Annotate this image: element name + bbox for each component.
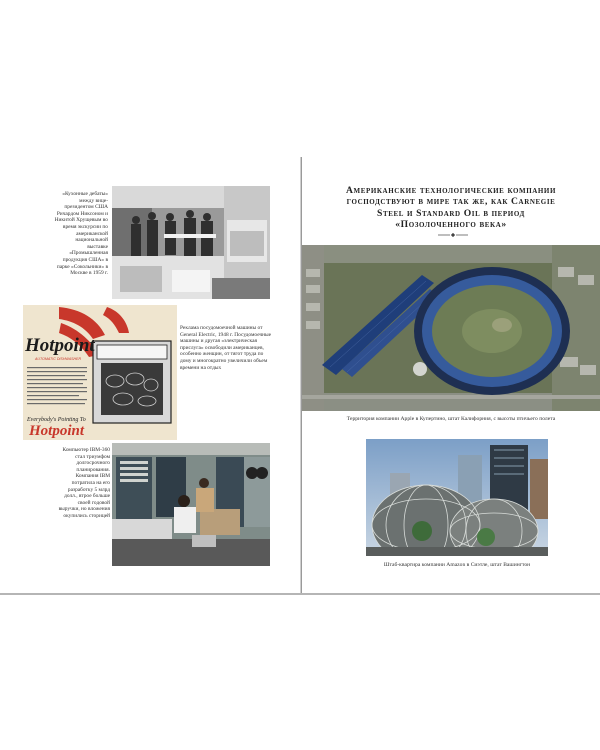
spread-bottom-edge [0, 593, 600, 595]
apple-park-aerial-photo [302, 245, 600, 411]
ibm-360-photo [112, 443, 270, 566]
hotpoint-tagline-text: Everybody's Pointing To [27, 417, 86, 423]
book-spread [0, 157, 600, 593]
ibm-caption: Компьютер IBM-360 стал триумфом долгосрочного планирования. Компания IBM потратила на его разработку 5 млрд долл., втрое больше своей годовой выручки, но вложения окупились сторицей [58, 447, 110, 519]
kitchen-debate-caption: «Кухонные дебаты» между вице-президентом США Ричардом Никсоном и Никитой Хрущевым во время экскурсии по американской национальной выставке «Промышленная продукция США» в парке «Сокольники» в Москве в 1959 г. [54, 191, 108, 277]
hotpoint-caption: Реклама посудомоечной машины от General Electric, 1948 г. Посудомоечные машины и другая «электрическая прислуга» освободили американцев, особенно женщин, от тягот труда по дому и многократно увеличили объем времени на отдых [180, 325, 272, 371]
hotpoint-logo-text: Hotpoint [29, 423, 85, 439]
left-page [0, 157, 301, 593]
kitchen-debate-photo [112, 186, 270, 299]
hotpoint-subtitle-text: AUTOMATIC DISHWASHER [35, 357, 82, 361]
right-page [302, 157, 600, 593]
hotpoint-ad-image [23, 305, 177, 440]
heading-ornament [438, 233, 468, 237]
chapter-heading: Американские технологические компании господствуют в мире так же, как Carnegie Steel и Standard Oil в период «Позолоченного века» [345, 185, 557, 231]
hotpoint-brand-text: Hotpoint [25, 335, 95, 356]
amazon-spheres-photo [366, 439, 548, 556]
apple-park-caption: Территория компании Apple в Купертино, штат Калифорния, с высоты птичьего полета [346, 416, 556, 422]
amazon-spheres-caption: Штаб-квартира компании Amazon в Сиэтле, штат Вашингтон [383, 562, 531, 568]
